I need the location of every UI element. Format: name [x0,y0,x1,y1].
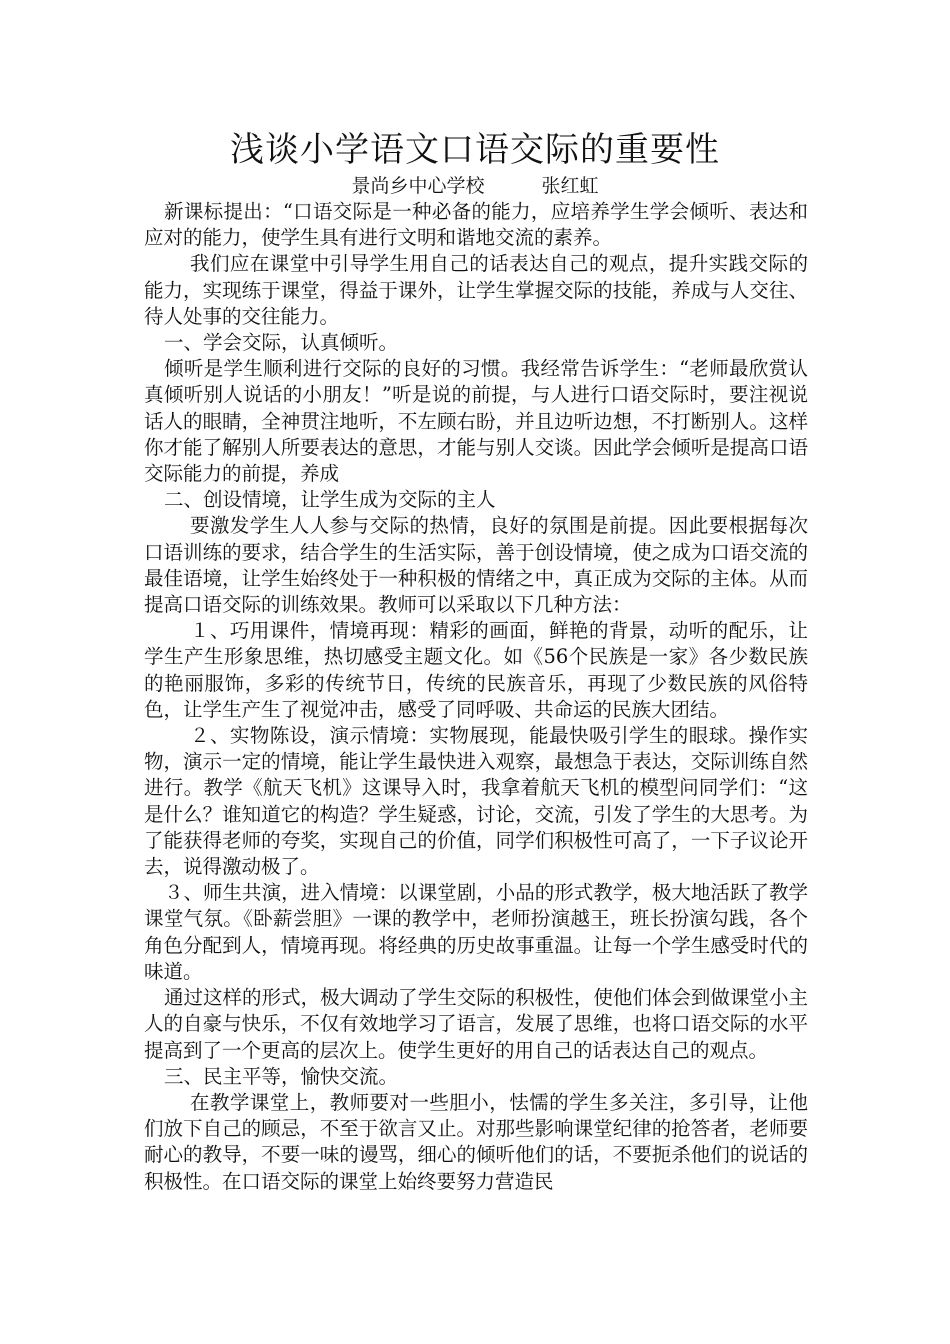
list-item: １、巧用课件，情境再现：精彩的画面，鲜艳的背景，动听的配乐，让学生产生形象思维，热切感受主题文化。如《56个民族是一家》各少数民族的艳丽服饰，多彩的传统节日，传统的民族音乐，再现了少数民族的风俗特色，让学生产生了视觉冲击，感受了同呼吸、共命运的民族大团结。 [144,619,808,721]
author-byline: 景尚乡中心学校 张红虹 [351,175,599,197]
section-heading: 三、民主平等，愉快交流。 [164,1064,399,1088]
list-item: ２、实物陈设，演示情境：实物展现，能最快吸引学生的眼球。操作实物，演示一定的情境，能让学生最快进入观察，最想急于表达，交际训练自然进行。教学《航天飞机》这课导入时，我拿着航天飞机的模型问同学们：“这是什么？谁知道它的构造？学生疑惑，讨论，交流，引发了学生的大思考。为了能获得老师的夸奖，实现自己的价值，同学们积极性可高了，一下子议论开去，说得激动极了。 [144,724,808,879]
document-body [144,199,808,1195]
paragraph: 要激发学生人人参与交际的热情，良好的氛围是前提。因此要根据每次口语训练的要求，结合学生的生活实际，善于创设情境，使之成为口语交流的最佳语境，让学生始终处于一种积极的情绪之中，真正成为交际的主体。从而提高口语交际的训练效果。教师可以采取以下几种方法： [144,514,808,617]
paragraph: 通过这样的形式，极大调动了学生交际的积极性，使他们体会到做课堂小主人的自豪与快乐，不仅有效地学习了语言，发展了思维，也将口语交际的水平提高到了一个更高的层次上。使学生更好的用自己的话表达自己的观点。 [144,986,808,1062]
paragraph: 倾听是学生顺利进行交际的良好的习惯。我经常告诉学生：“老师最欣赏认真倾听别人说话的小朋友！”听是说的前提，与人进行口语交际时，要注视说话人的眼睛，全神贯注地听，不左顾右盼，并且边听边想，不打断别人。这样你才能了解别人所要表达的意思，才能与别人交谈。因此学会倾听是提高口语交际能力的前提，养成 [144,357,808,486]
document-title: 浅谈小学语文口语交际的重要性 [230,130,720,170]
section-heading: 二、创设情境，让学生成为交际的主人 [164,488,496,512]
section-heading: 一、学会交际，认真倾听。 [164,331,399,355]
paragraph: 我们应在课堂中引导学生用自己的话表达自己的观点，提升实践交际的能力，实现练于课堂，得益于课外，让学生掌握交际的技能，养成与人交往、待人处事的交往能力。 [144,252,808,328]
list-item: ３、师生共演，进入情境：以课堂剧，小品的形式教学，极大地活跃了教学课堂气氛。《卧薪尝胆》一课的教学中，老师扮演越王，班长扮演勾践，各个角色分配到人，情境再现。将经典的历史故事重温。让每一个学生感受时代的味道。 [144,881,808,983]
paragraph: 在教学课堂上，教师要对一些胆小，怯懦的学生多关注，多引导，让他们放下自己的顾忌，不至于欲言又止。对那些影响课堂纪律的抢答者，老师要耐心的教导，不要一味的谩骂，细心的倾听他们的话，不要扼杀他们的说话的积极性。在口语交际的课堂上始终要努力营造民 [144,1090,808,1193]
paragraph: 新课标提出：“口语交际是一种必备的能力，应培养学生学会倾听、表达和应对的能力，使学生具有进行文明和谐地交流的素养。 [144,200,808,250]
